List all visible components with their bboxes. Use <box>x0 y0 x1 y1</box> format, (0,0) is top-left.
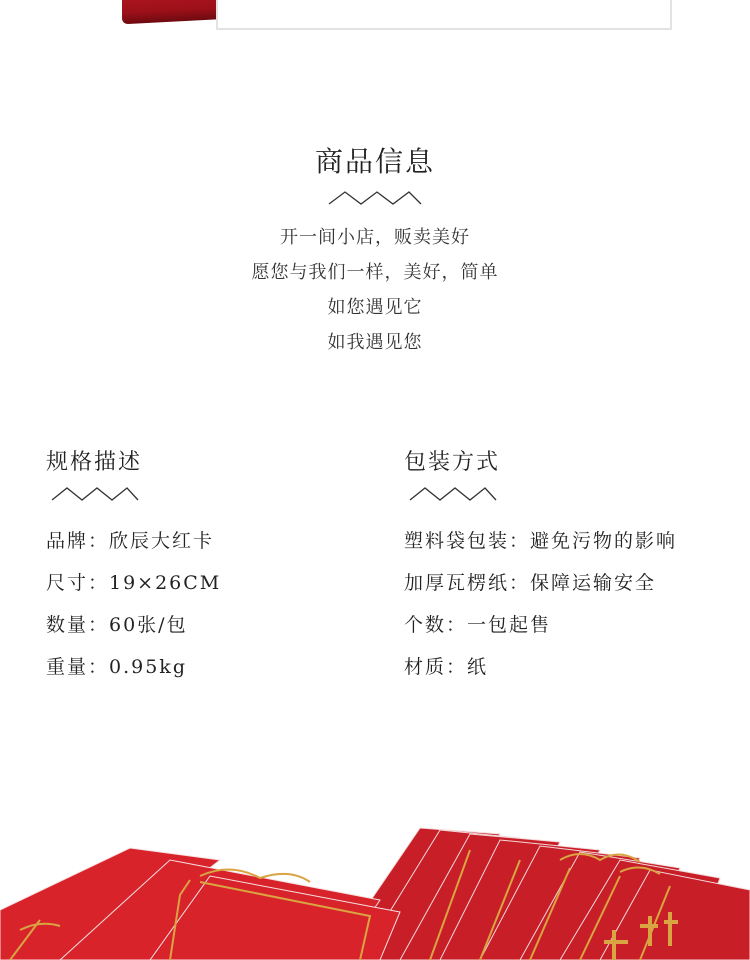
package-section <box>404 445 750 688</box>
spec-title: 规格描述 <box>46 450 143 475</box>
package-row: 个数：一包起售 <box>404 614 552 636</box>
slogan-line: 开一间小店，贩卖美好 <box>280 227 470 248</box>
zigzag-divider-icon <box>408 486 498 502</box>
spec-section <box>46 445 406 688</box>
package-row: 材质：纸 <box>404 656 489 678</box>
slogan-line: 如您遇见它 <box>327 297 423 318</box>
spec-row: 重量：0.95kg <box>46 656 187 678</box>
zigzag-divider-icon <box>327 190 423 206</box>
spec-row: 数量：60张/包 <box>46 614 188 636</box>
section-title: 商品信息 <box>314 145 435 178</box>
slogan-line: 愿您与我们一样，美好，简单 <box>251 262 499 283</box>
red-cards-image <box>0 820 750 960</box>
package-row: 加厚瓦楞纸：保障运输安全 <box>404 572 657 594</box>
product-info-section <box>0 140 750 360</box>
spec-row: 品牌：欣辰大红卡 <box>46 530 215 552</box>
package-row: 塑料袋包装：避免污物的影响 <box>404 530 678 552</box>
photo-frame <box>216 0 672 30</box>
zigzag-divider-icon <box>50 486 140 502</box>
spec-row: 尺寸：19×26CM <box>46 572 222 594</box>
slogan-line: 如我遇见您 <box>327 332 423 353</box>
top-product-photo <box>0 0 750 40</box>
package-title: 包装方式 <box>404 450 501 475</box>
bottom-product-photo <box>0 820 750 960</box>
